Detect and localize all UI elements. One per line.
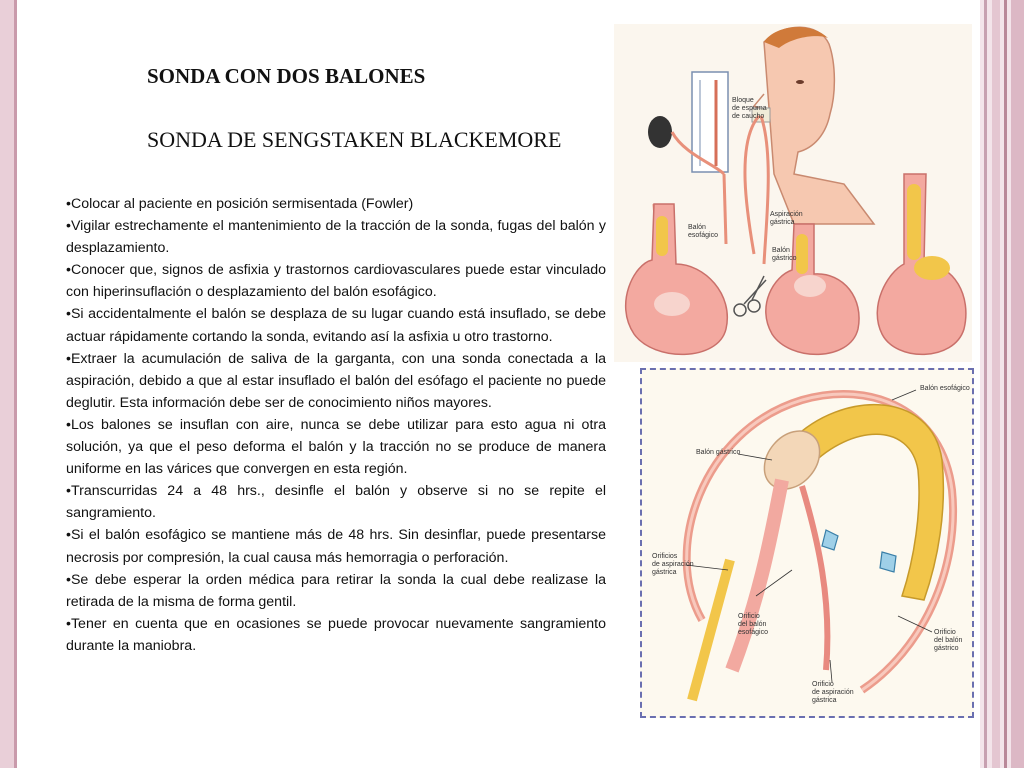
bullet-item: • Extraer la acumulación de saliva de la garganta, con una sonda conectada a la aspiración, debido a que al estar insuflado el balón del esófago el paciente no puede deglutir. Esta información debe ser de conocimiento niños mayores. — [66, 348, 606, 414]
label-gastric-aspiration: Aspiración — [770, 211, 803, 218]
bullet-item: • Vigilar estrechamente el mantenimiento de la tracción de la sonda, fugas del balón y desplazamiento. — [66, 215, 606, 259]
label-foam-block: de caucho — [732, 113, 765, 120]
left-border-line — [14, 0, 17, 768]
bullet-item: • Los balones se insuflan con aire, nunca se debe utilizar para esto agua ni otra solución, ya que el peso deforma el balón y la tracción no se produce de manera uniforme en las várices que convergen en esta región. — [66, 414, 606, 480]
right-border — [980, 0, 1024, 768]
label-aspiration-holes: gástrica — [652, 569, 677, 576]
label-aspiration-holes: de aspiración — [652, 561, 694, 568]
bullet-list — [66, 193, 606, 657]
label-gastric-balloon-orifice: Orificio — [934, 629, 956, 636]
label-aspiration-holes: Orificios — [652, 553, 678, 560]
label-esophageal-balloon-orifice: Orificio — [738, 613, 760, 620]
label-esophageal-balloon: Balón esofágico — [920, 385, 970, 392]
bullet-item: • Transcurridas 24 a 48 hrs., desinfle el balón y observe si no se repite el sangramiento. — [66, 480, 606, 524]
bullet-item: • Se debe esperar la orden médica para retirar la sonda la cual debe realizase la retirada de la misma de forma gentil. — [66, 569, 606, 613]
label-gastric-balloon-orifice: del balón — [934, 637, 963, 644]
bullet-item: • Si accidentalmente el balón se desplaza de su lugar cuando está insuflado, se debe actuar rápidamente cortando la sonda, evitando así la asfixia u otro trastorno. — [66, 303, 606, 347]
bullet-item: • Colocar al paciente en posición sermisentada (Fowler) — [66, 193, 606, 215]
label-gastric-balloon: Balón gástrico — [696, 449, 741, 456]
label-gastric-aspiration: gástrica — [770, 219, 795, 226]
label-foam-block: de espuma — [732, 105, 767, 112]
label-esophageal-balloon-orifice: esofágico — [738, 629, 768, 636]
label-gastric-aspiration-orifice: de aspiración — [812, 689, 854, 696]
slide-title: SONDA CON DOS BALONES — [147, 64, 426, 88]
label-gastric-balloon: gástrico — [772, 255, 797, 262]
label-gastric-aspiration-orifice: gástrica — [812, 697, 837, 704]
label-foam-block: Bloque — [732, 97, 754, 104]
label-gastric-aspiration-orifice: Orificio — [812, 681, 834, 688]
bullet-item: • Conocer que, signos de asfixia y trastornos cardiovasculares puede estar vinculado con hiperinsuflación o desplazamiento del balón esofágico. — [66, 259, 606, 303]
label-esophageal-balloon: Balón — [688, 224, 706, 231]
figure-patient-tube — [614, 24, 972, 362]
label-gastric-balloon: Balón — [772, 247, 790, 254]
label-esophageal-balloon: esofágico — [688, 232, 718, 239]
figure-tube-detail — [640, 368, 974, 718]
slide-subtitle: SONDA DE SENGSTAKEN BLACKEMORE — [147, 127, 562, 152]
label-esophageal-balloon-orifice: del balón — [738, 621, 767, 628]
bullet-item: • Si el balón esofágico se mantiene más de 48 hrs. Sin desinflar, puede presentarse necrosis por compresión, la cual causa más hemorragia o perforación. — [66, 524, 606, 568]
bullet-item: • Tener en cuenta que en ocasiones se puede provocar nuevamente sangramiento durante la maniobra. — [66, 613, 606, 657]
label-gastric-balloon-orifice: gástrico — [934, 645, 959, 652]
left-border — [0, 0, 14, 768]
